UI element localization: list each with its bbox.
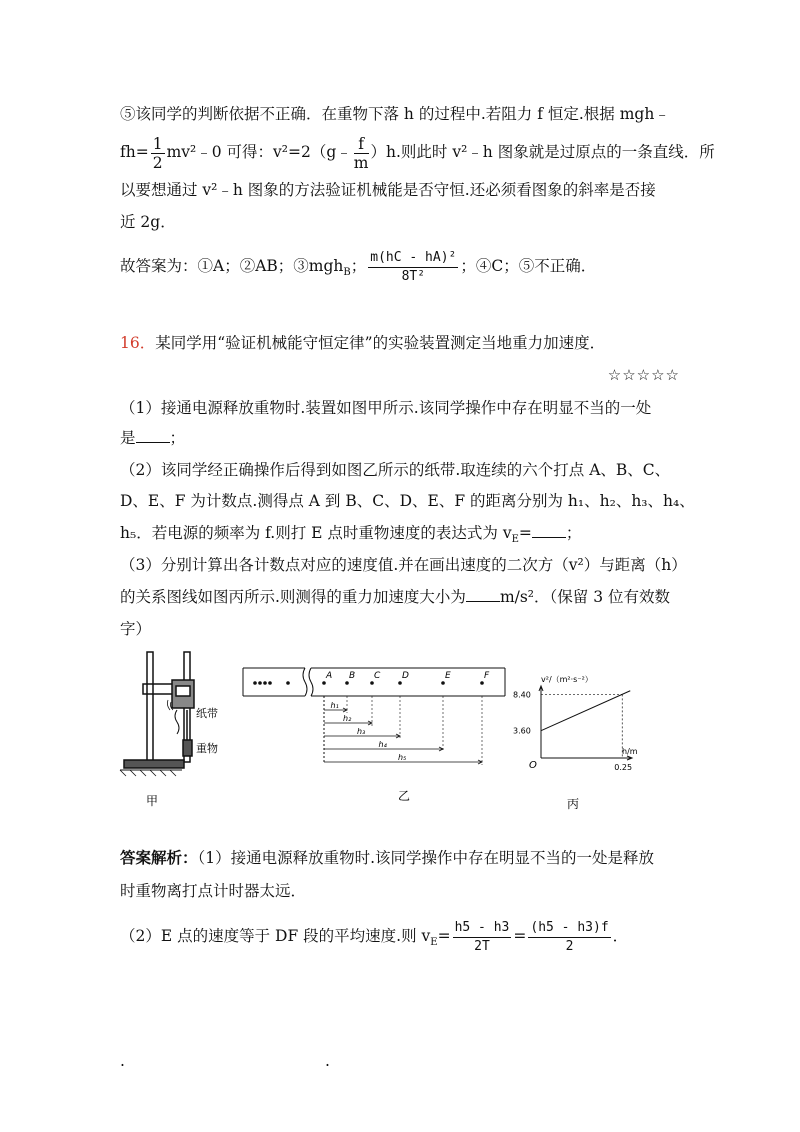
frac-num: h5 - h3 [453,920,512,938]
answer-blank[interactable] [532,523,566,538]
text: ； [565,524,582,542]
text: （2）E 点的速度等于 DF 段的平均速度.则 v [120,927,431,945]
tick-label-x-end: 0.25 [614,763,633,772]
prev-line-2 [120,132,715,172]
subscript: E [511,534,519,546]
timer-window [176,686,190,696]
dim-label-2: h₂ [343,714,352,723]
tape-lead-dots [253,681,290,685]
tape-label-F: F [484,671,490,681]
tape-label-D: D [402,671,409,681]
tape-break-right [309,668,313,696]
prev-answer-line [120,244,596,295]
text: ． [612,927,629,945]
tape-point-C [370,681,374,685]
stand-rod-left [147,652,153,762]
question-text: 某同学用“验证机械能守恒定律”的实验装置测定当地重力加速度． [155,334,606,352]
paper-tape [175,710,179,734]
frac-num: 1 [152,134,163,153]
question-number: 16． [120,334,156,352]
footer-dot-right: . [325,1052,330,1070]
tape-point-A [322,681,326,685]
tape-points [322,671,490,685]
fraction-f-over-m [354,136,369,171]
answer-blank[interactable] [136,428,170,443]
dim-label-5: h₅ [398,753,407,762]
figure-jia [120,652,194,776]
origin-label: O [529,760,537,771]
tape-left-part [243,668,305,696]
text: （1）接通电源释放重物时.该同学操作中存在明显不当的一处是释放 [197,849,655,867]
y-axis-label: v²/（m²·s⁻²） [541,675,593,684]
text: 的关系图线如图丙所示.则测得的重力加速度大小为 [120,588,466,606]
weight-block [183,740,192,756]
tape-point-F [480,681,484,685]
table-hatch [120,770,176,776]
dim-label-1: h₁ [330,701,339,710]
text: 是 [120,429,136,447]
text: ）h.则此时 v²﹣h 图象就是过原点的一条直线．所 [370,143,715,161]
text: 故答案为：①A；②AB；③mgh [120,257,344,275]
footer-dot-left: . [120,1052,125,1070]
frac-num: m(hC - hA)² [368,250,458,268]
dim-label-4: h₄ [378,740,387,749]
answer-line-3 [120,914,628,965]
answer-line-1 [120,848,654,868]
fraction-2 [528,920,610,955]
text: m/s²．（保留 3 位有效数 [499,588,670,606]
q16-part1-a: （1）接通电源释放重物时.装置如图甲所示.该同学操作中存在明显不当的一处 [120,399,652,417]
q16-part3-a: （3）分别计算出各计数点对应的速度值.并在画出速度的二次方（v²）与距离（h） [120,556,687,574]
dim-label-3: h₃ [357,727,366,736]
text: = [437,927,451,945]
difficulty-stars: ☆☆☆☆☆ [607,366,680,384]
tape-label-A: A [326,671,333,681]
label-tape: 纸带 [196,707,218,720]
caption-jia: 甲 [146,794,159,808]
prev-line-1: ⑤该同学的判断依据不正确．在重物下落 h 的过程中.若阻力 f 恒定.根据 mgh﹣ [120,105,670,123]
stand-base [124,760,184,768]
text: ； [350,257,367,275]
frac-den: 2 [565,938,574,954]
frac-den: 8T² [401,268,426,284]
label-weight: 重物 [196,742,218,755]
tick-label-y-start: 3.60 [513,726,531,736]
tape-label-E: E [445,671,451,681]
frac-den: m [353,153,369,172]
text: ； [169,429,186,447]
frac-num: (h5 - h3)f [528,920,610,938]
fraction-half [151,136,165,171]
tape-point-E [441,681,445,685]
q16-part3-c: 字） [120,620,152,638]
q16-part3-b [120,587,670,607]
q16-part1-b [120,428,185,448]
x-axis-label: h/m [622,747,638,756]
frac-num: f [354,136,369,154]
q16-part2-c [120,523,581,550]
caption-yi: 乙 [398,789,411,803]
subscript: B [343,267,351,279]
question-16-title [120,333,605,353]
text: fh= [120,143,149,161]
q16-part2-a: （2）该同学经正确操作后得到如图乙所示的纸带.取连续的六个打点 A、B、C、 [120,461,671,479]
text: = [518,524,532,542]
tape-label-B: B [349,671,356,681]
fraction-1 [453,920,512,955]
figure-bing [513,675,638,772]
fraction-answer [368,250,458,285]
frac-den: 2 [152,153,163,172]
subscript: E [430,937,438,949]
prev-line-4: 近 2g． [120,213,176,231]
frac-den: 2T [474,938,490,954]
text: h₅．若电源的频率为 f.则打 E 点时重物速度的表达式为 v [120,524,512,542]
text: mv²﹣0 可得：v²=2（g﹣ [166,143,352,161]
tape-label-C: C [374,671,381,681]
tape-dimensions [324,696,482,765]
data-line [541,691,630,731]
tick-label-y-top: 8.40 [513,690,531,700]
answer-line-2: 时重物离打点计时器太远． [120,882,307,900]
tape-point-B [345,681,349,685]
figure-panel [0,640,800,840]
prev-line-3: 以要想通过 v²﹣h 图象的方法验证机械能是否守恒.还必须看图象的斜率是否接 [120,181,656,199]
caption-bing: 丙 [567,797,580,811]
text: = [513,927,527,945]
tape-point-D [398,681,402,685]
text: ；④C；⑤不正确． [460,257,597,275]
tape-break-left [303,668,307,696]
answer-label: 答案解析： [120,848,198,867]
q16-part2-b: D、E、F 为计数点.测得点 A 到 B、C、D、E、F 的距离分别为 h₁、h₂、h₃、h₄、 [120,492,695,510]
answer-blank[interactable] [466,587,500,602]
